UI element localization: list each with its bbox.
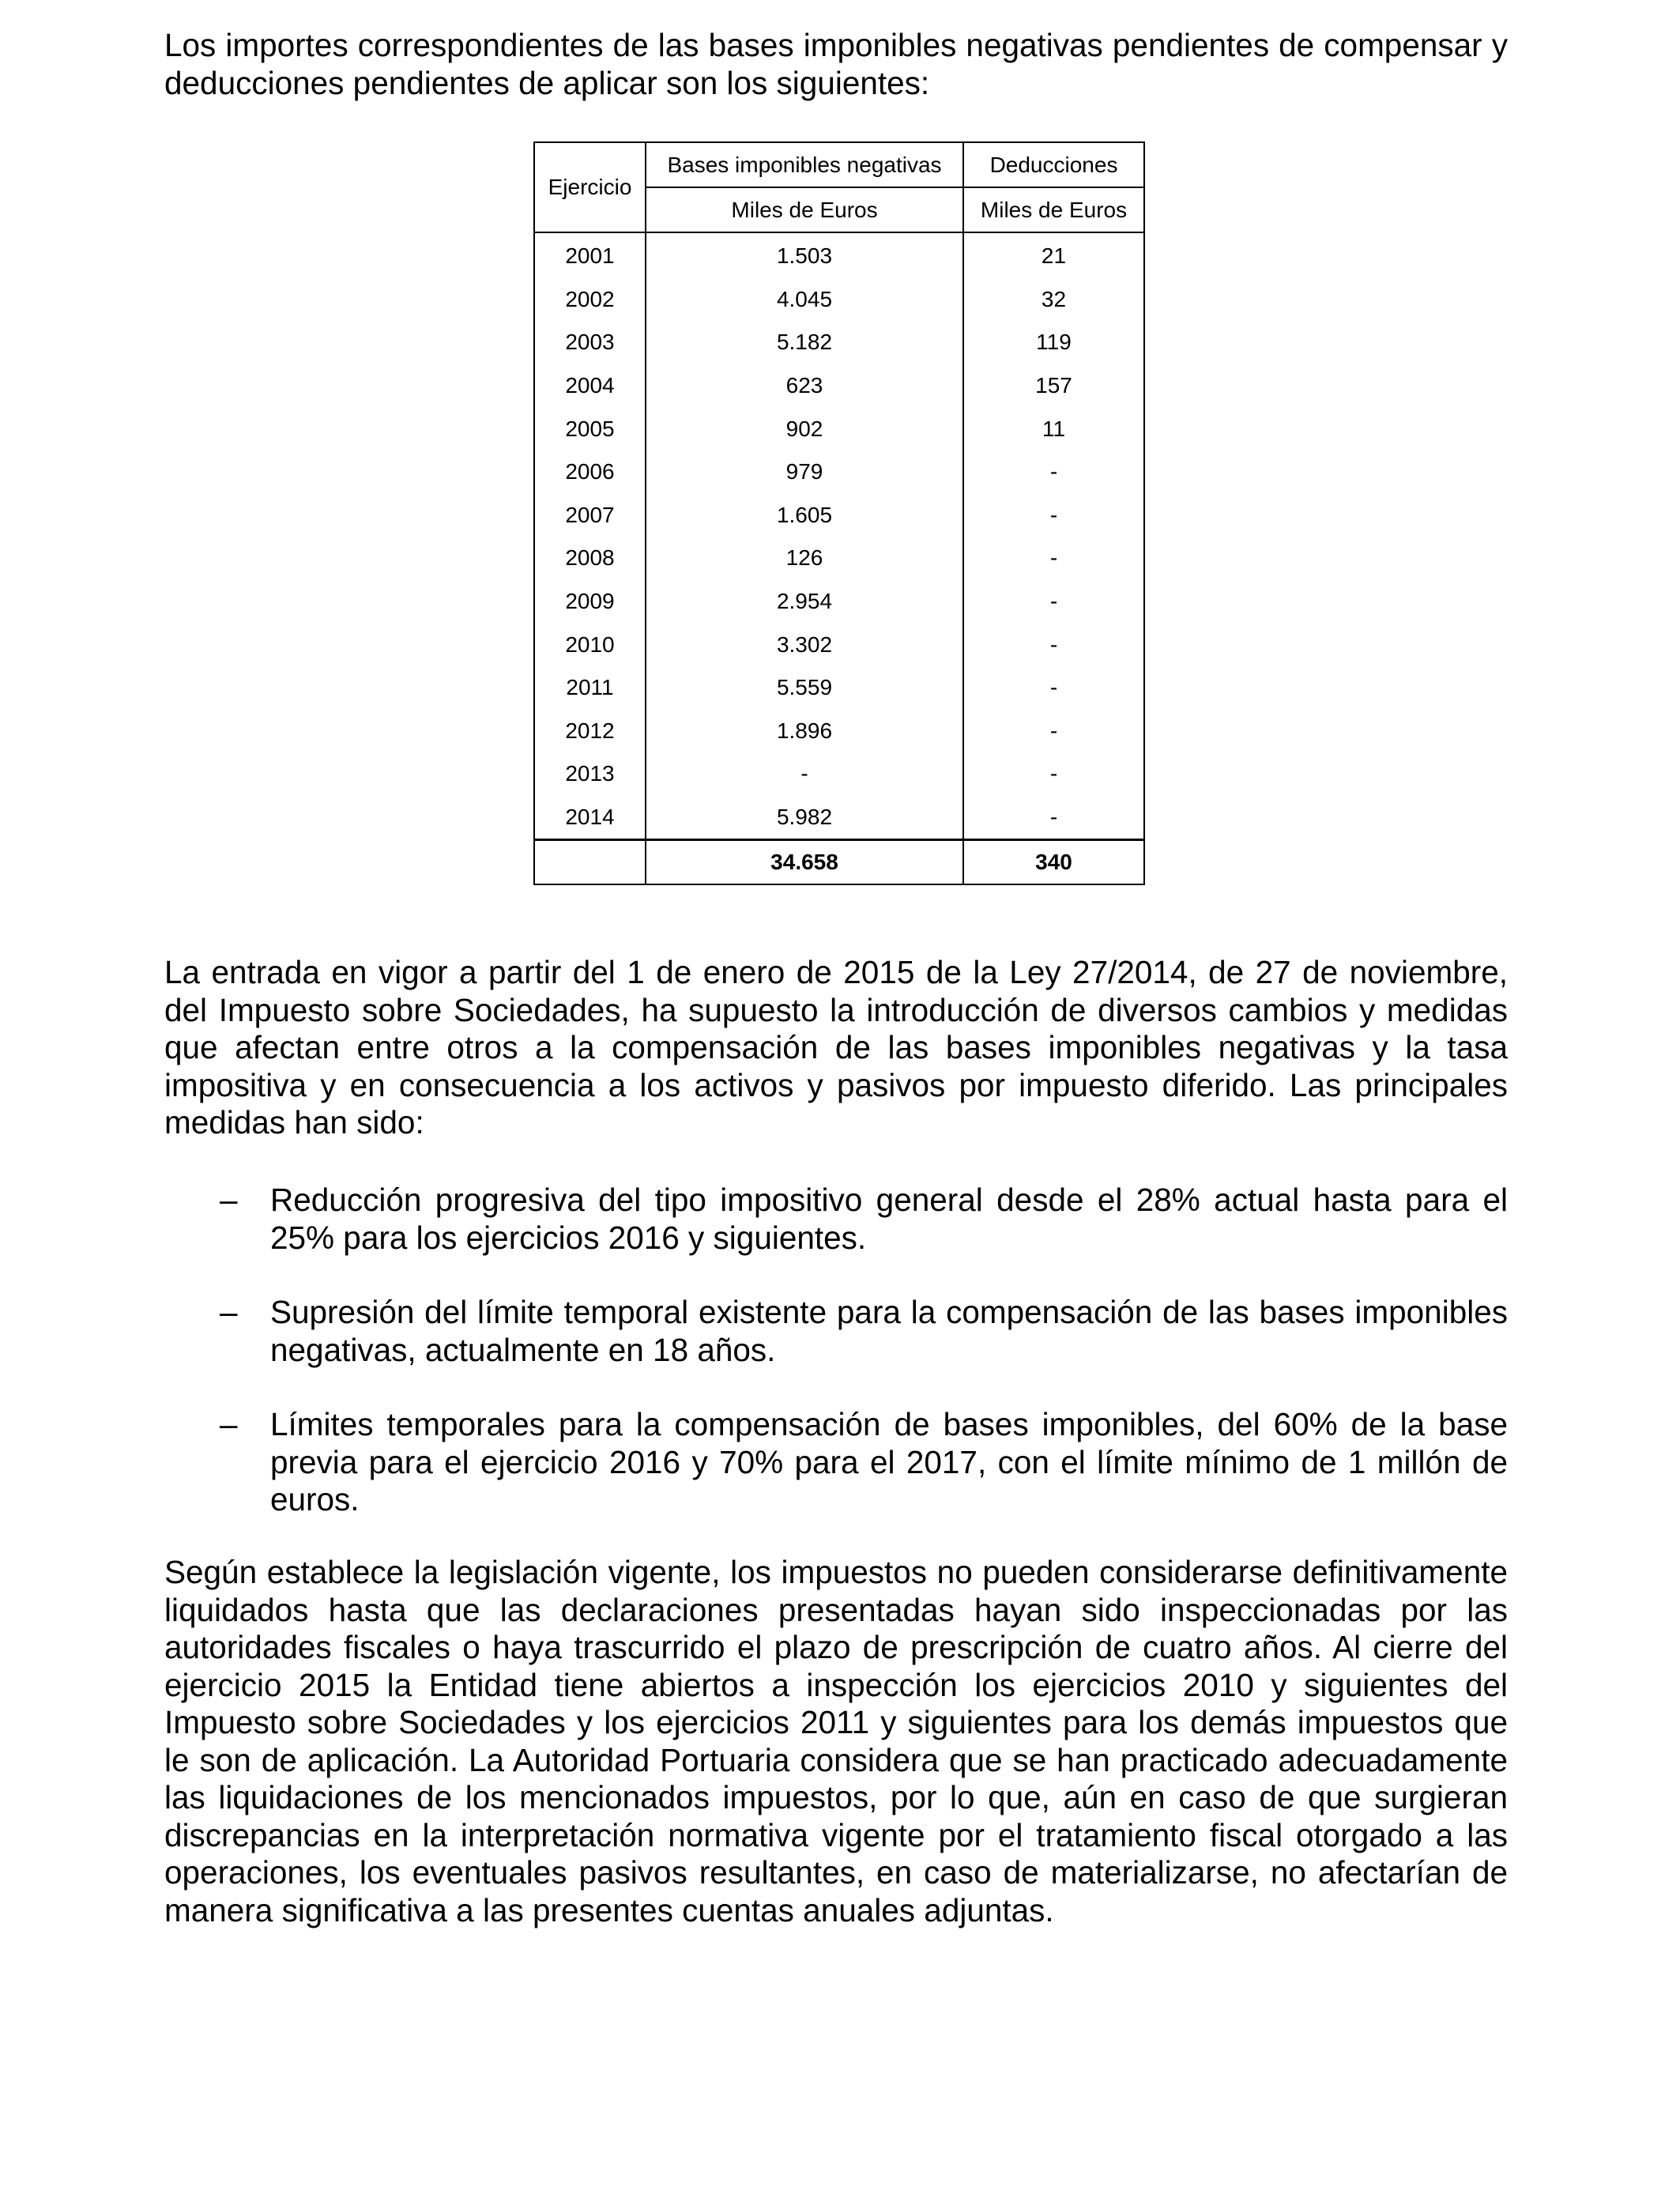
list-item (164, 1294, 1508, 1369)
unit-deducciones: Miles de Euros (963, 187, 1144, 232)
bases-cell: 979 (646, 450, 963, 494)
table-body (534, 232, 1144, 840)
table-row (534, 752, 1144, 796)
deducciones-cell: 21 (963, 232, 1144, 278)
bases-cell: 126 (646, 537, 963, 580)
deducciones-cell: - (963, 537, 1144, 580)
law-paragraph: La entrada en vigor a partir del 1 de enero de 2015 de la Ley 27/2014, de 27 de noviembre, del Impuesto sobre Sociedades, ha supuesto la introducción de diversos cambios y medidas que afectan entre otros a la compensación de las bases imponibles negativas y la tasa impositiva y en consecuencia a los activos y pasivos por impuesto diferido. Las principales medidas han sido: (164, 954, 1508, 1140)
unit-bases: Miles de Euros (646, 187, 963, 232)
bases-cell: 902 (646, 407, 963, 450)
table-row (534, 494, 1144, 537)
table-header-row (534, 142, 1144, 187)
bullet-marker: – (220, 1294, 238, 1330)
bases-cell: 5.982 (646, 796, 963, 840)
bases-cell: 623 (646, 364, 963, 408)
bullet-marker: – (220, 1406, 238, 1442)
bases-cell: 5.182 (646, 321, 963, 364)
measure-text: Límites temporales para la compensación de bases imponibles, del 60% de la base previa para el ejercicio 2016 y 70% para el 2017, con el límite mínimo de 1 millón de euros. (270, 1406, 1508, 1517)
year-cell: 2014 (534, 796, 646, 840)
table-row (534, 580, 1144, 624)
measure-text: Supresión del límite temporal existente para la compensación de las bases imponibles negativas, actualmente en 18 años. (270, 1294, 1508, 1368)
year-cell: 2002 (534, 278, 646, 322)
bases-cell: 2.954 (646, 580, 963, 624)
deducciones-cell: - (963, 494, 1144, 537)
header-deducciones: Deducciones (963, 142, 1144, 187)
table-row (534, 666, 1144, 710)
deducciones-cell: - (963, 580, 1144, 624)
table-row (534, 321, 1144, 364)
table-row (534, 278, 1144, 322)
deducciones-cell: - (963, 450, 1144, 494)
deducciones-cell: - (963, 623, 1144, 666)
list-item (164, 1182, 1508, 1257)
deducciones-cell: 32 (963, 278, 1144, 322)
bases-cell: 1.605 (646, 494, 963, 537)
table-row (534, 407, 1144, 450)
deducciones-cell: 157 (963, 364, 1144, 408)
tax-loss-table (533, 141, 1145, 885)
bases-cell: 3.302 (646, 623, 963, 666)
total-year (534, 840, 646, 885)
bases-cell: 1.896 (646, 710, 963, 753)
deducciones-cell: 119 (963, 321, 1144, 364)
year-cell: 2003 (534, 321, 646, 364)
bases-cell: 1.503 (646, 232, 963, 278)
bases-cell: - (646, 752, 963, 796)
header-year: Ejercicio (534, 142, 646, 232)
list-item (164, 1406, 1508, 1519)
year-cell: 2012 (534, 710, 646, 753)
deducciones-cell: - (963, 752, 1144, 796)
table-total-row (534, 840, 1144, 885)
closing-paragraph: Según establece la legislación vigente, los impuestos no pueden considerarse definitivamente liquidados hasta que las declaraciones presentadas hayan sido inspeccionadas por las autoridades fiscales o haya trascurrido el plazo de prescripción de cuatro años. Al cierre del ejercicio 2015 la Entidad tiene abiertos a inspección los ejercicios 2010 y siguientes del Impuesto sobre Sociedades y los ejercicios 2011 y siguientes para los demás impuestos que le son de aplicación. La Autoridad Portuaria considera que se han practicado adecuadamente las liquidaciones de los mencionados impuestos, por lo que, aún en caso de que surgieran discrepancias en la interpretación normativa vigente por el tratamiento fiscal otorgado a las operaciones, los eventuales pasivos resultantes, en caso de materializarse, no afectarían de manera significativa a las presentes cuentas anuales adjuntas. (164, 1554, 1508, 1928)
year-cell: 2001 (534, 232, 646, 278)
bases-cell: 5.559 (646, 666, 963, 710)
year-cell: 2009 (534, 580, 646, 624)
deducciones-cell: 11 (963, 407, 1144, 450)
total-deducciones: 340 (963, 840, 1144, 885)
year-cell: 2008 (534, 537, 646, 580)
deducciones-cell: - (963, 666, 1144, 710)
intro-paragraph: Los importes correspondientes de las bases imponibles negativas pendientes de compensar y deducciones pendientes de aplicar son los siguientes: (164, 27, 1508, 101)
deducciones-cell: - (963, 796, 1144, 840)
table-row (534, 364, 1144, 408)
table-row (534, 710, 1144, 753)
year-cell: 2013 (534, 752, 646, 796)
table-row (534, 796, 1144, 840)
year-cell: 2005 (534, 407, 646, 450)
measure-text: Reducción progresiva del tipo impositivo general desde el 28% actual hasta para el 25% para los ejercicios 2016 y siguientes. (270, 1182, 1508, 1256)
year-cell: 2006 (534, 450, 646, 494)
table-row (534, 450, 1144, 494)
bullet-marker: – (220, 1182, 238, 1218)
total-bases: 34.658 (646, 840, 963, 885)
table-row (534, 232, 1144, 278)
table-row (534, 537, 1144, 580)
year-cell: 2010 (534, 623, 646, 666)
deducciones-cell: - (963, 710, 1144, 753)
table-row (534, 623, 1144, 666)
year-cell: 2004 (534, 364, 646, 408)
bases-cell: 4.045 (646, 278, 963, 322)
year-cell: 2011 (534, 666, 646, 710)
year-cell: 2007 (534, 494, 646, 537)
header-bases: Bases imponibles negativas (646, 142, 963, 187)
